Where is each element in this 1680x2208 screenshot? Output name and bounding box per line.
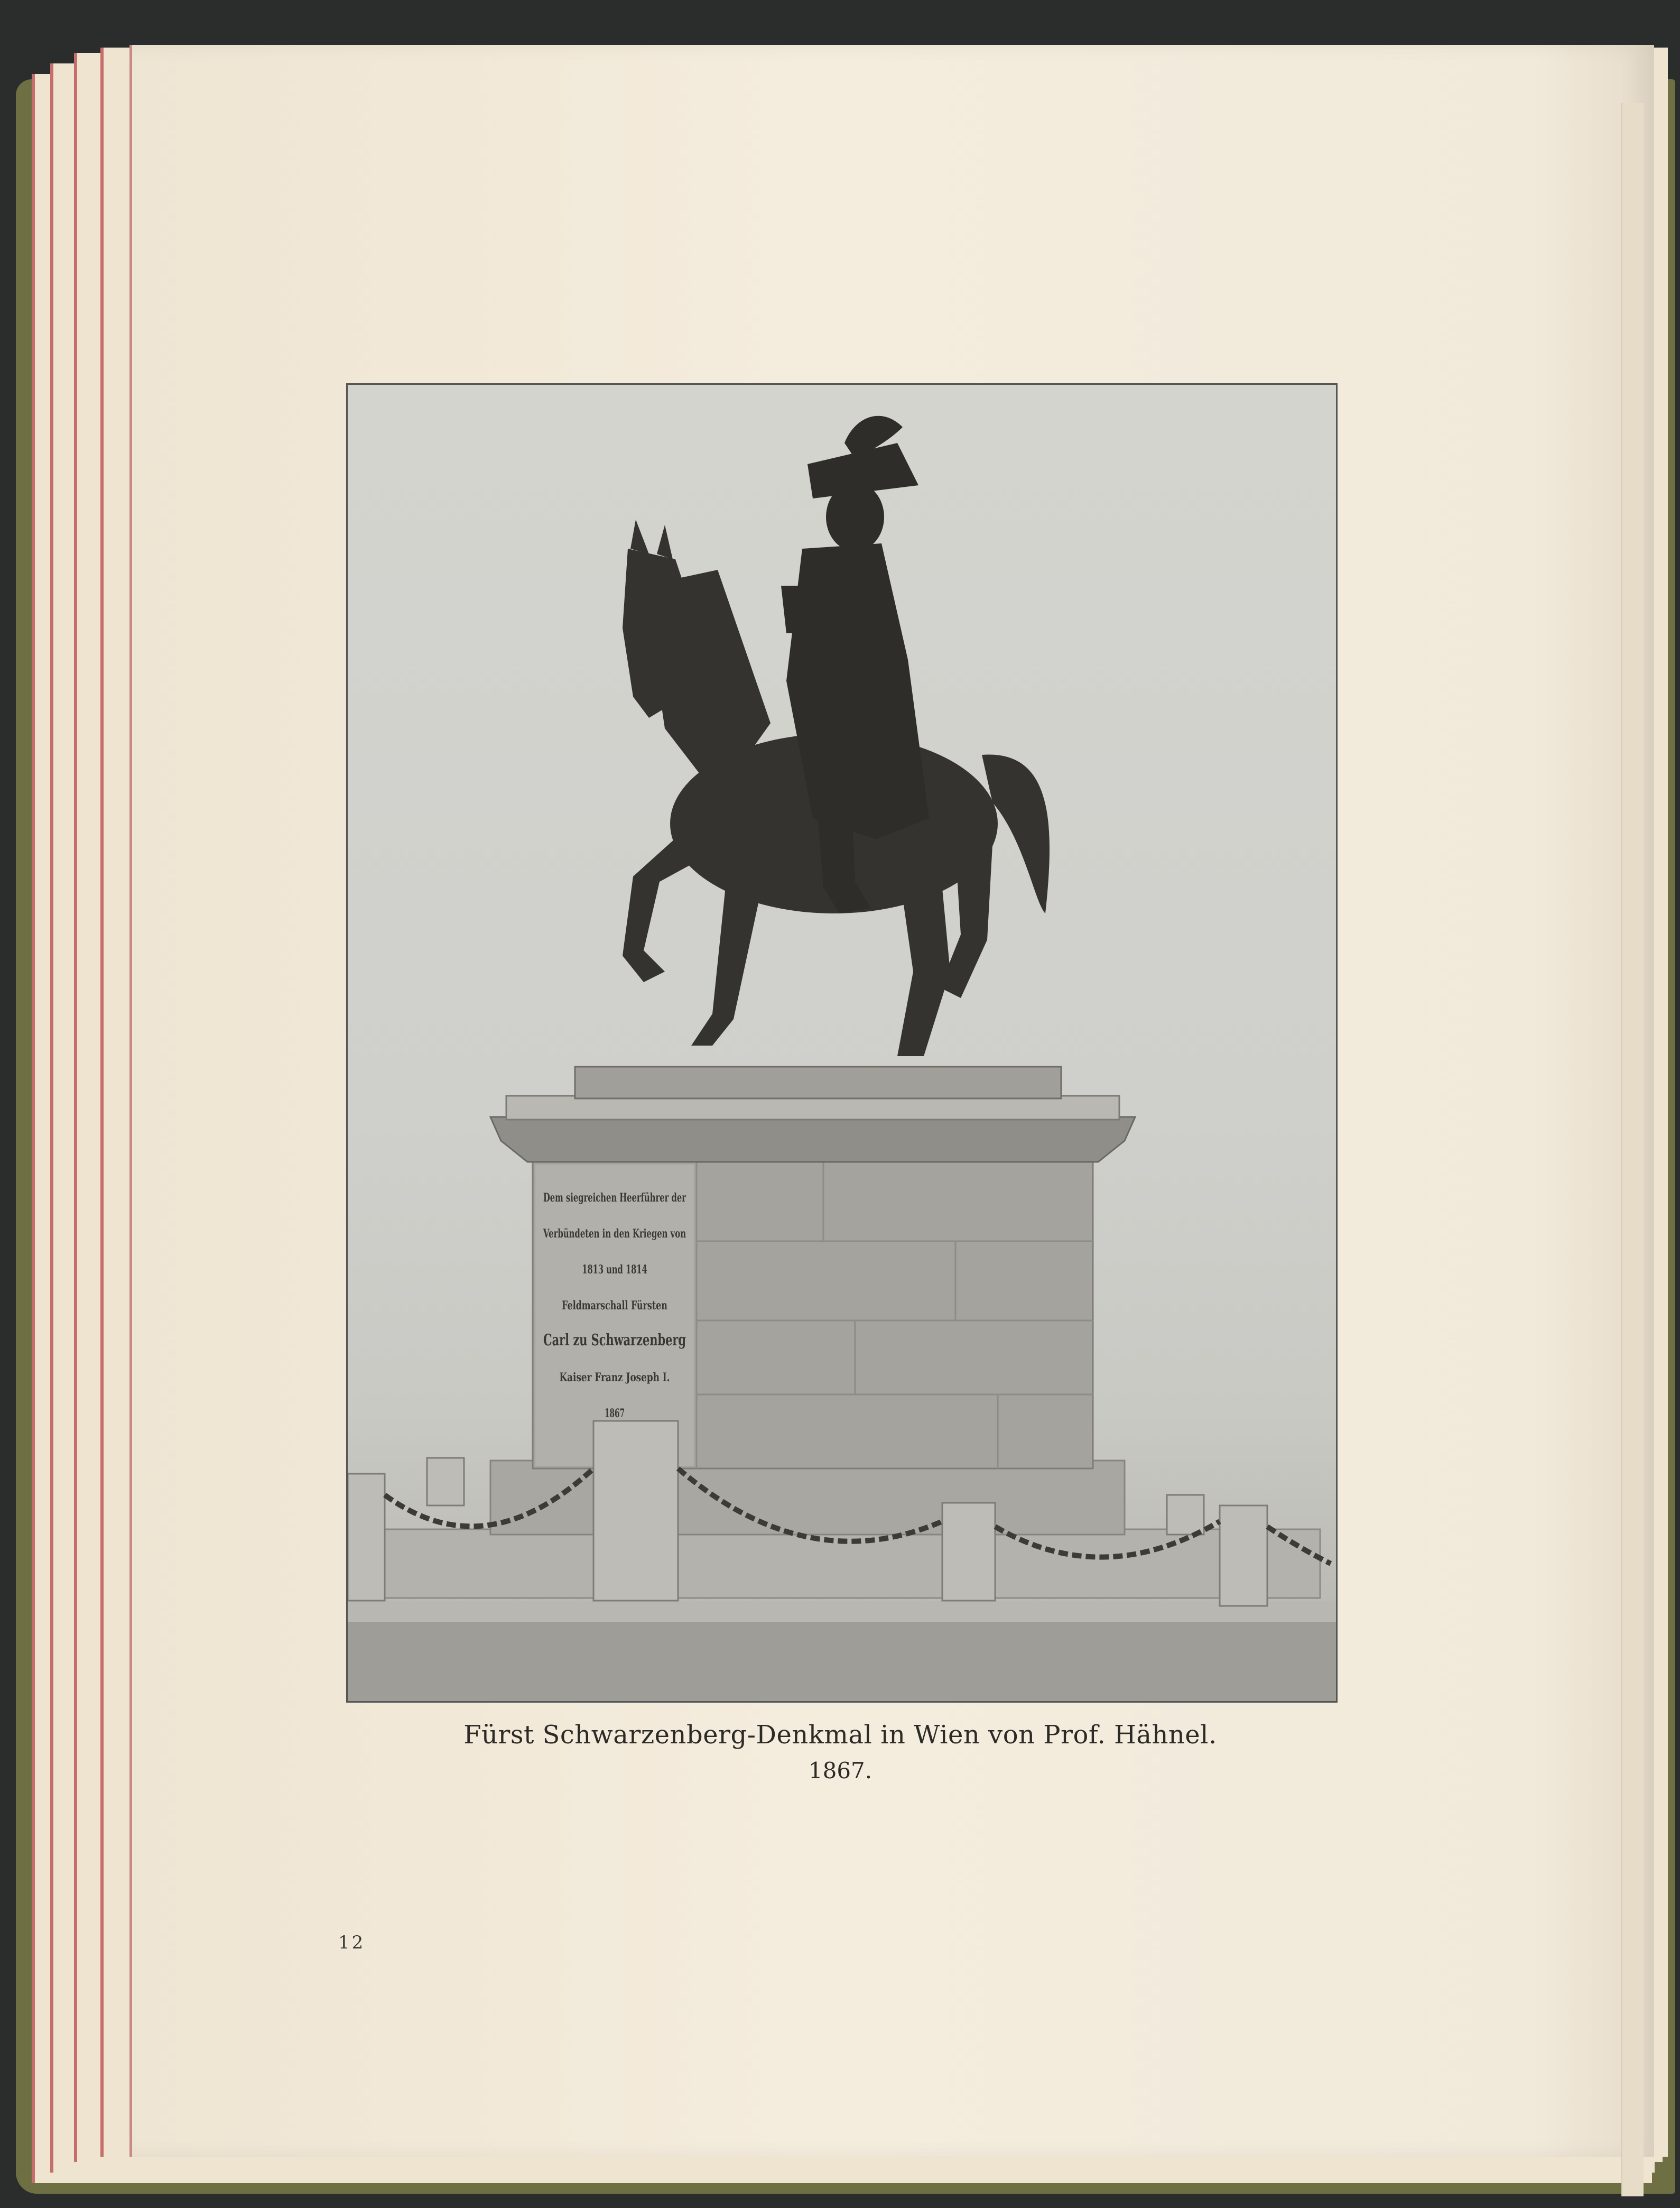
page-number: 12	[338, 1932, 366, 1953]
inscription-line: 1867	[605, 1407, 625, 1420]
inscription-line: Kaiser Franz Joseph I.	[559, 1371, 670, 1384]
plinth	[575, 1067, 1061, 1098]
inscription-line: Carl zu Schwarzenberg	[543, 1331, 686, 1350]
pedestal-step-upper	[490, 1461, 1125, 1535]
inscription-line: Dem siegreichen Heerführer der	[543, 1191, 686, 1205]
page-right-edge	[1621, 103, 1644, 2196]
inscription-line: 1813 und 1814	[582, 1263, 647, 1277]
inscription-line: Feldmarschall Fürsten	[562, 1299, 667, 1313]
caption-year: 1867.	[808, 1758, 873, 1784]
pedestal-top-slab	[506, 1096, 1119, 1120]
caption-title: Fürst Schwarzenberg-Denkmal in Wien von Prof. Hähnel.	[463, 1720, 1217, 1750]
inscription-line: Verbündeten in den Kriegen von	[543, 1227, 686, 1241]
statue-photograph	[346, 383, 1338, 1703]
pavement	[348, 1601, 1336, 1622]
equestrian-statue-illustration	[348, 385, 1336, 1701]
pedestal-cornice	[490, 1117, 1135, 1162]
ground	[348, 1616, 1336, 1701]
